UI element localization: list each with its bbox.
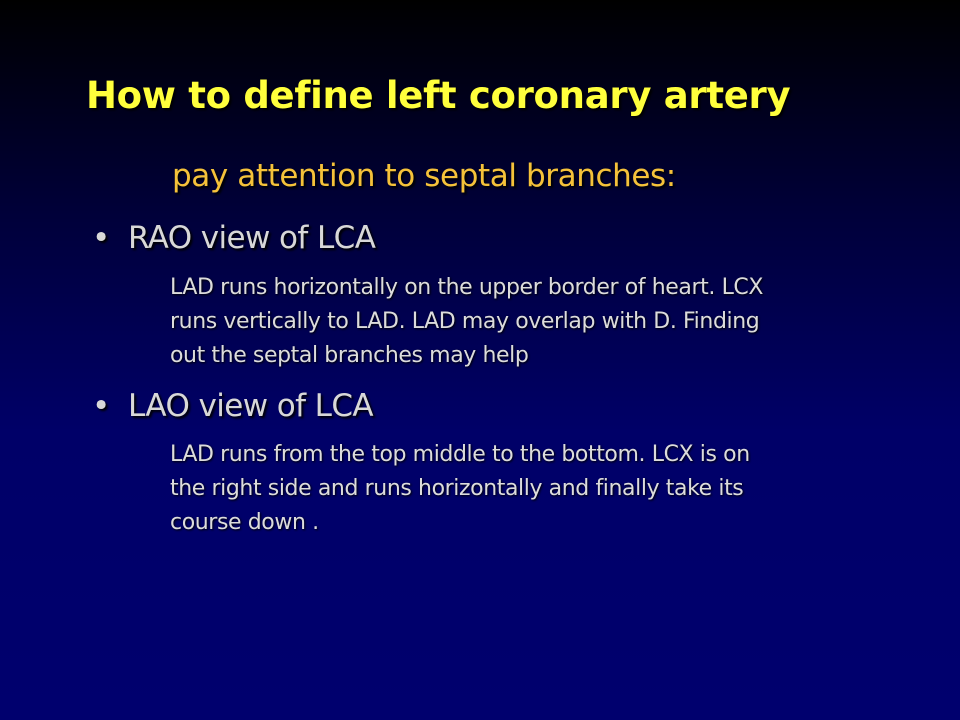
slide-subtitle: pay attention to septal branches: bbox=[172, 158, 676, 194]
slide-title: How to define left coronary artery bbox=[86, 74, 791, 117]
bullet-description: LAD runs horizontally on the upper border of heart. LCX runs vertically to LAD. LAD may overlap with D. Finding out the septal branches may help bbox=[170, 275, 764, 368]
bullet-heading: RAO view of LCA bbox=[128, 220, 376, 256]
bullet-heading: LAO view of LCA bbox=[128, 388, 373, 424]
bullet-item-rao bbox=[92, 220, 375, 256]
bullet-description: LAD runs from the top middle to the bottom. LCX is on the right side and runs horizontally and finally take its course down . bbox=[170, 442, 750, 535]
bullet-dot-icon: • bbox=[92, 220, 110, 256]
bullet-dot-icon: • bbox=[92, 388, 110, 424]
bullet-item-lao bbox=[92, 388, 373, 424]
